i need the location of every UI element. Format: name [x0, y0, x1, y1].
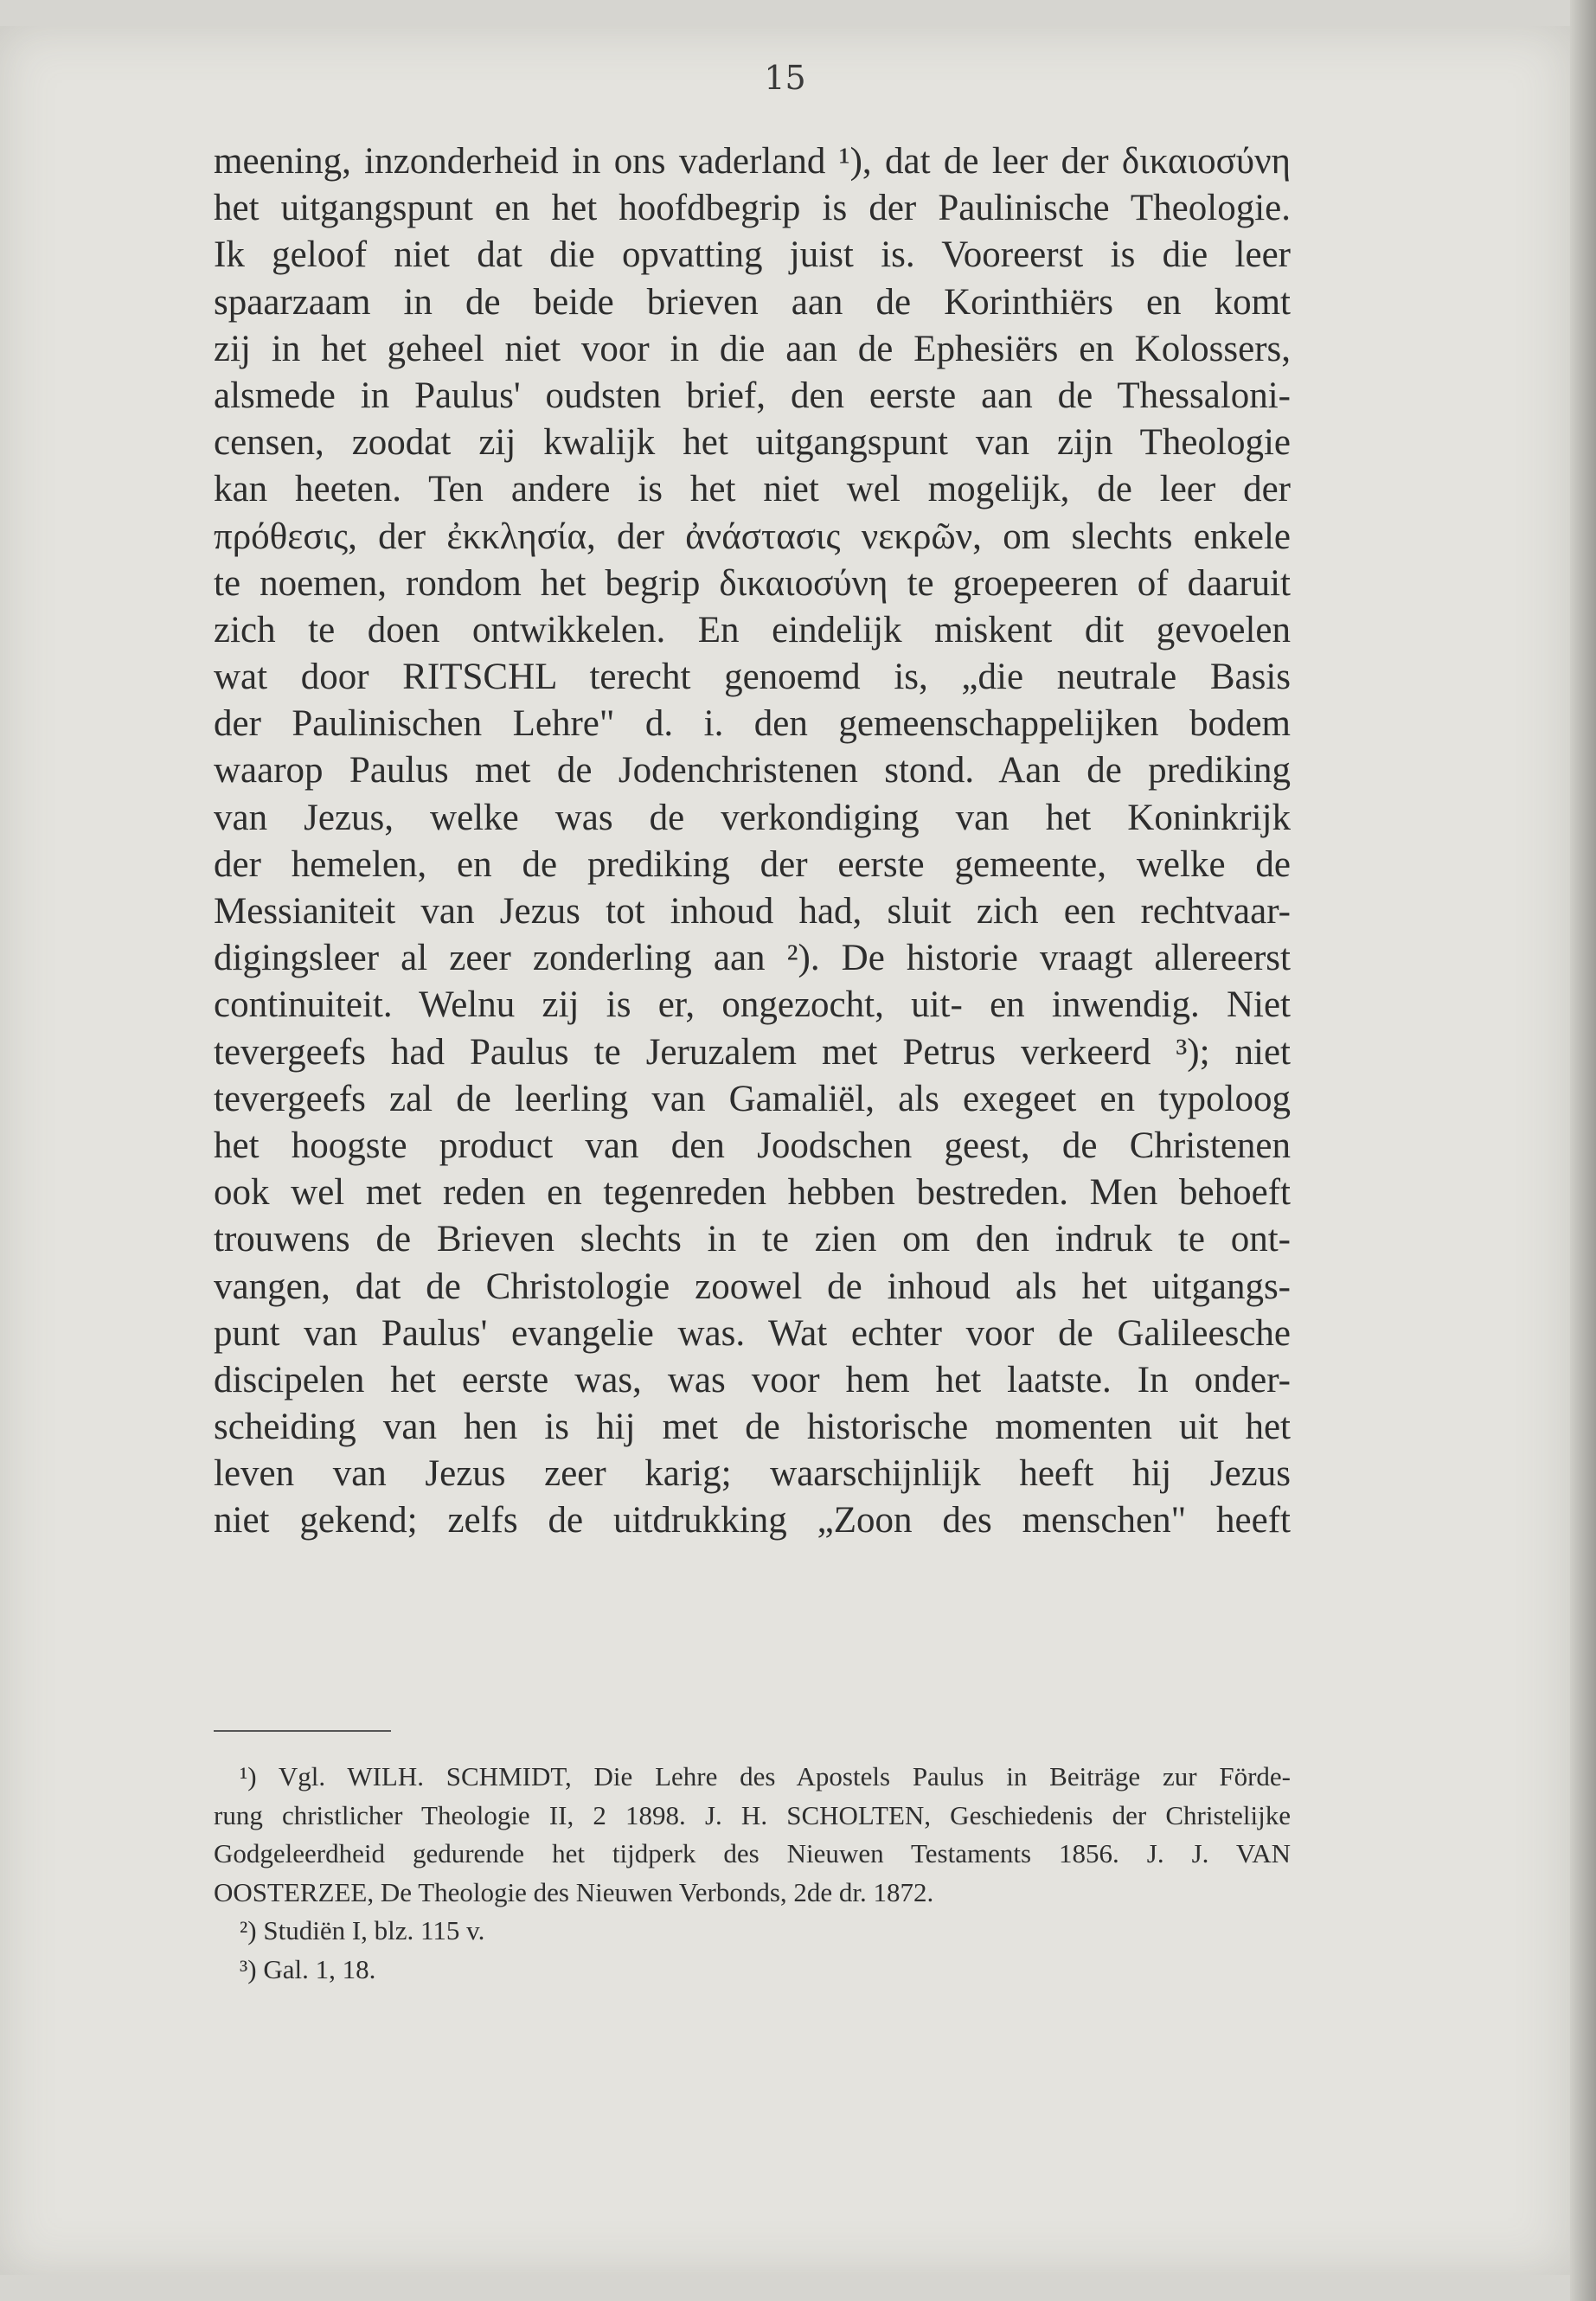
body-line: der hemelen, en de prediking der eerste gemeente, welke de [214, 843, 1291, 885]
body-line: discipelen het eerste was, was voor hem het laatste. In onder- [214, 1359, 1291, 1400]
footnotes [214, 1758, 1291, 1989]
body-line: Ik geloof niet dat die opvatting juist is. Vooreerst is die leer [214, 234, 1291, 276]
body-line: continuiteit. Welnu zij is er, ongezocht, uit- en inwendig. Niet [214, 984, 1291, 1026]
body-line: zij in het geheel niet voor in die aan de Ephesiërs en Kolossers, [214, 328, 1291, 369]
body-line: trouwens de Brieven slechts in te zien om den indruk te ont- [214, 1219, 1291, 1260]
body-line: πρόθεσις, der ἐκκλησία, der ἀνάστασις νεκρῶν, om slechts enkele [214, 516, 1291, 557]
body-line: punt van Paulus' evangelie was. Wat echter voor de Galileesche [214, 1312, 1291, 1354]
body-line: kan heeten. Ten andere is het niet wel mogelijk, de leer der [214, 469, 1291, 510]
footnote-line: ¹) Vgl. WILH. SCHMIDT, Die Lehre des Apostels Paulus in Beiträge zur Förde- [240, 1761, 1291, 1791]
body-line: waarop Paulus met de Jodenchristenen stond. Aan de prediking [214, 750, 1291, 792]
page-sheet [0, 26, 1570, 2275]
body-line: censen, zoodat zij kwalijk het uitgangspunt van zijn Theologie [214, 422, 1291, 464]
body-line: tevergeefs had Paulus te Jeruzalem met Petrus verkeerd ³); niet [214, 1031, 1291, 1073]
body-line: ook wel met reden en tegenreden hebben bestreden. Men behoeft [214, 1172, 1291, 1214]
body-line: het uitgangspunt en het hoofdbegrip is der Paulinische Theologie. [214, 188, 1291, 229]
body-line: meening, inzonderheid in ons vaderland ¹), dat de leer der δικαιοσύνη [214, 141, 1291, 182]
body-line: zich te doen ontwikkelen. En eindelijk miskent dit gevoelen [214, 609, 1291, 651]
body-line: der Paulinischen Lehre" d. i. den gemeenschappelijken bodem [214, 703, 1291, 745]
footnote-separator [214, 1730, 391, 1732]
body-line: van Jezus, welke was de verkondiging van het Koninkrijk [214, 797, 1291, 838]
footnote-line: rung christlicher Theologie II, 2 1898. J. H. SCHOLTEN, Geschiedenis der Christelijke [214, 1799, 1291, 1830]
body-line: scheiding van hen is hij met de historische momenten uit het [214, 1407, 1291, 1448]
body-line: digingsleer al zeer zonderling aan ²). De historie vraagt allereerst [214, 938, 1291, 979]
page-edge-shadow [1570, 0, 1596, 2301]
body-line: spaarzaam in de beide brieven aan de Korinthiërs en komt [214, 281, 1291, 323]
body-line: niet gekend; zelfs de uitdrukking „Zoon des menschen" heeft [214, 1500, 1291, 1541]
body-line: vangen, dat de Christologie zoowel de inhoud als het uitgangs- [214, 1266, 1291, 1307]
body-line: Messianiteit van Jezus tot inhoud had, sluit zich een rechtvaar- [214, 891, 1291, 932]
body-line: tevergeefs zal de leerling van Gamaliël, als exegeet en typoloog [214, 1078, 1291, 1119]
body-line: leven van Jezus zeer karig; waarschijnlijk heeft hij Jezus [214, 1453, 1291, 1495]
footnote-line: ³) Gal. 1, 18. [240, 1953, 376, 1984]
footnote-line: ²) Studiën I, blz. 115 v. [240, 1915, 485, 1945]
footnote-line: Godgeleerdheid gedurende het tijdperk des Nieuwen Testaments 1856. J. J. VAN [214, 1838, 1291, 1868]
footnote-line: OOSTERZEE, De Theologie des Nieuwen Verbonds, 2de dr. 1872. [214, 1876, 934, 1907]
body-text [214, 138, 1291, 1545]
page-number: 15 [764, 59, 806, 97]
body-line: alsmede in Paulus' oudsten brief, den eerste aan de Thessaloni- [214, 375, 1291, 416]
body-line: te noemen, rondom het begrip δικαιοσύνη te groepeeren of daaruit [214, 562, 1291, 604]
body-line: het hoogste product van den Joodschen geest, de Christenen [214, 1125, 1291, 1166]
body-line: wat door RITSCHL terecht genoemd is, „die neutrale Basis [214, 657, 1291, 698]
